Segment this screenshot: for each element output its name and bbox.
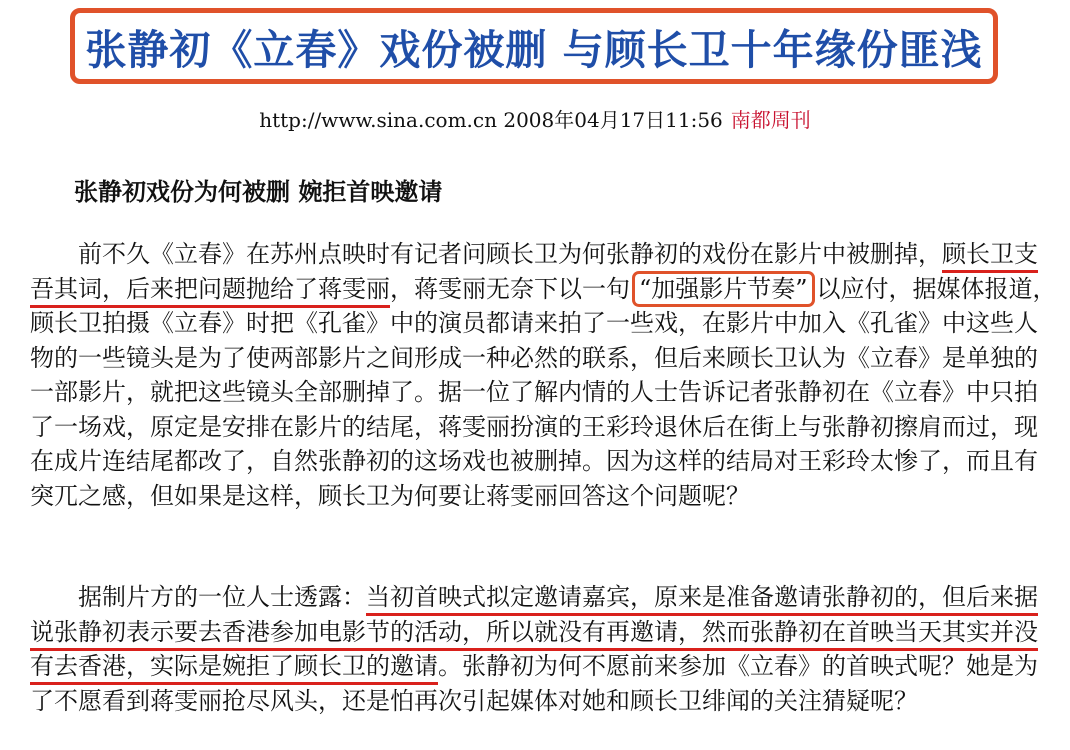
headline-title: 张静初《立春》戏份被删 与顾长卫十年缘份匪浅	[85, 25, 983, 74]
headline-box	[70, 8, 998, 84]
highlight-box: “加强影片节奏”	[632, 271, 815, 307]
text-line: 前不久《立春》在苏州点映时有记者问顾长卫为何张静初的戏份在影片中被删掉，顾长卫支	[30, 237, 1050, 272]
text-line: 有去香港，实际是婉拒了顾长卫的邀请。张静初为何不愿前来参加《立春》的首映式呢？她是为	[30, 649, 1050, 684]
underlined-text: 顾长卫支	[942, 240, 1038, 273]
underlined-text: 说张静初表示要去香港参加电影节的活动，所以就没有再邀请，然而张静初在首映当天其实并没	[30, 618, 1038, 651]
text-line: 据制片方的一位人士透露：当初首映式拟定邀请嘉宾，原来是准备邀请张静初的，但后来据	[30, 580, 1050, 615]
text-line: 了一场戏，原定是安排在影片的结尾，蒋雯丽扮演的王彩玲退休后在街上与张静初擦肩而过，现	[30, 412, 1038, 441]
underlined-text: 当初首映式拟定邀请嘉宾，原来是准备邀请张静初的，但后来据	[366, 583, 1038, 616]
paragraph-2	[30, 580, 1050, 718]
url-and-date: http://www.sina.com.cn 2008年04月17日11:56	[259, 108, 723, 132]
text-line: 顾长卫拍摄《立春》时把《孔雀》中的演员都请来拍了一些戏，在影片中加入《孔雀》中这些人	[30, 309, 1038, 337]
paragraph-1	[30, 237, 1057, 513]
text-line: 突兀之感，但如果是这样，顾长卫为何要让蒋雯丽回答这个问题呢？	[30, 481, 750, 510]
source-link[interactable]: 南都周刊	[730, 108, 811, 132]
text-line	[30, 615, 1050, 650]
article-subhead: 张静初戏份为何被删 婉拒首映邀请	[74, 177, 443, 206]
underlined-text: 吾其词，后来把问题抛给了蒋雯丽	[30, 275, 390, 308]
text-line: 在成片连结尾都改了，自然张静初的这场戏也被删掉。因为这样的结局对王彩玲太惨了，而且有	[30, 447, 1038, 475]
text-line: 物的一些镜头是为了使两部影片之间形成一种必然的联系，但后来顾长卫认为《立春》是单独的	[30, 343, 1038, 372]
text-line: 一部影片，就把这些镜头全部删掉了。据一位了解内情的人士告诉记者张静初在《立春》中只拍	[30, 378, 1038, 406]
text-line: 了不愿看到蒋雯丽抢尽风头，还是怕再次引起媒体对她和顾长卫绯闻的关注猜疑呢？	[30, 686, 918, 715]
article-meta	[0, 104, 1070, 133]
text-line: 吾其词，后来把问题抛给了蒋雯丽，蒋雯丽无奈下以一句 “加强影片节奏” 以应付，据媒体报道，	[30, 272, 1050, 307]
underlined-text: 有去香港，实际是婉拒了顾长卫的邀请	[30, 652, 438, 685]
